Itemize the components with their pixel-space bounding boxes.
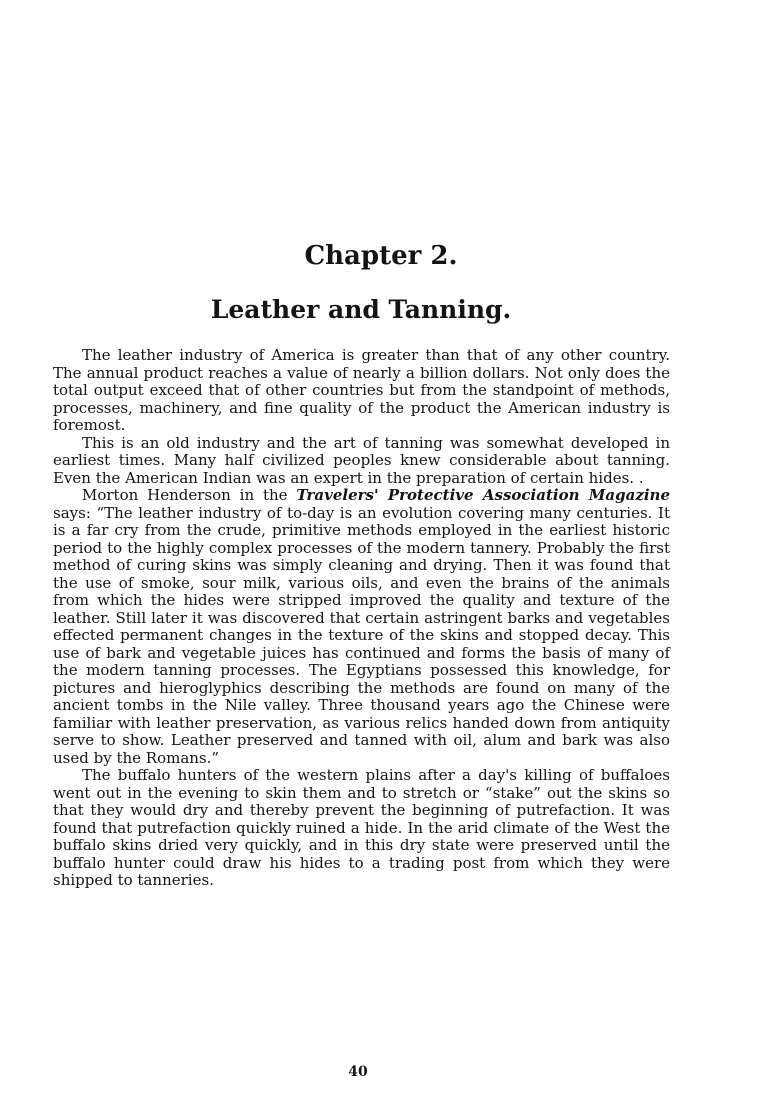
paragraph-3-intro: Morton Henderson in the	[82, 486, 297, 504]
chapter-title: Leather and Tanning.	[210, 295, 512, 324]
chapter-body	[53, 347, 670, 890]
source-title: Travelers' Protective Association Magazine	[296, 486, 670, 504]
chapter-heading: Chapter 2.	[304, 241, 458, 271]
paragraph-3	[53, 487, 670, 767]
page-number: 40	[348, 1064, 368, 1080]
paragraph-2: This is an old industry and the art of tanning was somewhat developed in earliest times. Many half civilized peoples knew considerable about tanning. Even the American Indian was an expert in the preparation of certain hides. .	[53, 433, 670, 487]
paragraph-1: The leather industry of America is greater than that of any other country. The annual product reaches a value of nearly a billion dollars. Not only does the total output exceed that of other countries but from the standpoint of methods, processes, machinery, and fine quality of the product the American industry is foremost.	[53, 346, 670, 434]
paragraph-3-quote: says: “The leather industry of to-day is an evolution covering many centuries. It is a far cry from the crude, primitive methods employed in the earliest historic period to the highly complex processes of the modern tannery. Probably the first method of curing skins was simply cleaning and drying. Then it was found that the use of smoke, sour milk, various oils, and even the brains of the animals from which the hides were stripped improved the quality and texture of the leather. Still later it was discovered that certain astringent barks and vegetables effected permanent changes in the texture of the skins and stopped decay. This use of bark and vegetable juices has continued and forms the basis of many of the modern tanning processes. The Egyptians possessed this knowledge, for pictures and hieroglyphics describing the methods are found on many of the ancient tombs in the Nile valley. Three thousand years ago the Chinese were familiar with leather preservation, as various relics handed down from antiquity serve to show. Leather preserved and tanned with oil, alum and bark was also used by the Romans.”	[53, 503, 670, 767]
paragraph-4: The buffalo hunters of the western plains after a day's killing of buffaloes went out in the evening to skin them and to stretch or “stake” out the skins so that they would dry and thereby prevent the beginning of putrefaction. It was found that putrefaction quickly ruined a hide. In the arid climate of the West the buffalo skins dried very quickly, and in this dry state were preserved until the buffalo hunter could draw his hides to a trading post from which they were shipped to tanneries.	[53, 766, 670, 889]
